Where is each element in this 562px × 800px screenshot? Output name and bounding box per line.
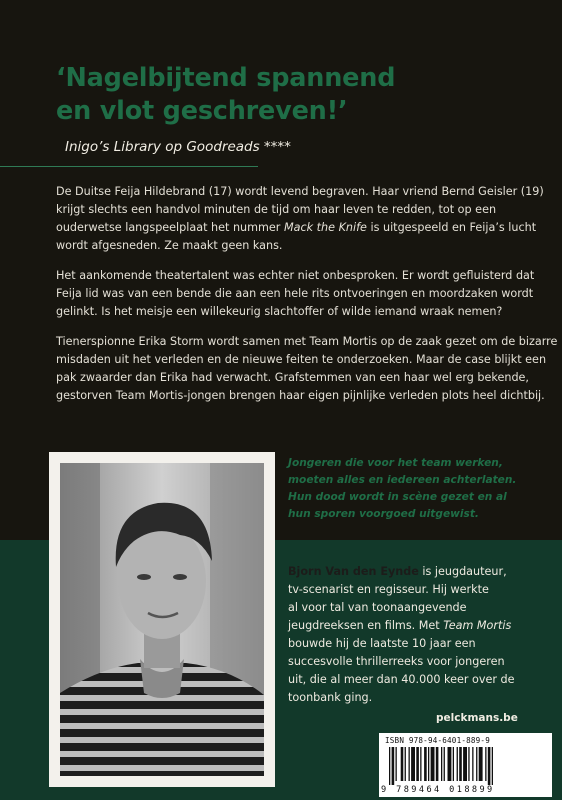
review-quote bbox=[56, 62, 536, 128]
author-photo bbox=[60, 463, 264, 776]
blurb-line: pak zwaarder dan Erika had verwacht. Grafstemmen van een haar wel erg bekende, bbox=[56, 371, 529, 384]
bio-line: tv-scenarist en regisseur. Hij werkte bbox=[288, 583, 489, 596]
pull-quote-line: moeten alles en iedereen achterlaten. bbox=[288, 474, 517, 486]
barcode-bar bbox=[389, 747, 390, 785]
barcode-bar bbox=[424, 747, 427, 781]
author-photo-frame bbox=[49, 452, 275, 787]
divider-line bbox=[0, 166, 258, 167]
bio-text: is jeugdauteur, bbox=[418, 565, 507, 578]
blurb-line: De Duitse Feija Hildebrand (17) wordt levend begraven. Haar vriend Bernd Geisler (19) bbox=[56, 185, 544, 198]
barcode-bar bbox=[472, 747, 473, 781]
blurb-text: ouderwetse langspeelplaat het nummer bbox=[56, 221, 284, 234]
blurb-paragraph-1 bbox=[56, 183, 544, 255]
barcode-bar bbox=[428, 747, 429, 781]
author-portrait-illustration bbox=[60, 463, 264, 776]
review-quote-line-2: en vlot geschreven!’ bbox=[56, 96, 348, 126]
blurb-line: gelinkt. Is het meisje een willekeurig slachtoffer of wilde iemand wraak nemen? bbox=[56, 305, 503, 318]
barcode-bar bbox=[420, 747, 421, 781]
barcode-bar bbox=[441, 747, 442, 781]
blurb-line: gestorven Team Mortis-jongen brengen haar eigen pijnlijke verleden plots heel dichtbij. bbox=[56, 389, 545, 402]
barcode-bar bbox=[457, 747, 458, 781]
bio-line: al voor tal van toonaangevende bbox=[288, 601, 467, 614]
barcode-icon bbox=[379, 747, 552, 785]
bio-line bbox=[288, 617, 538, 635]
barcode-bar bbox=[401, 747, 404, 781]
publisher-url: pelckmans.be bbox=[436, 712, 518, 724]
barcode-bar bbox=[396, 747, 397, 781]
bio-line bbox=[288, 563, 538, 581]
bio-line: toonbank ging. bbox=[288, 691, 373, 704]
barcode-bar bbox=[448, 747, 452, 781]
barcode-bar bbox=[411, 747, 415, 781]
bio-line: uit, die al meer dan 40.000 keer over de bbox=[288, 673, 515, 686]
bio-line: succesvolle thrillerreeks voor jongeren bbox=[288, 655, 505, 668]
barcode-bar bbox=[444, 747, 445, 781]
barcode-bar bbox=[436, 747, 439, 781]
series-title: Team Mortis bbox=[443, 619, 512, 632]
blurb-line: Het aankomende theatertalent was echter niet onbesproken. Er wordt gefluisterd dat bbox=[56, 269, 535, 282]
barcode-bar bbox=[479, 747, 483, 781]
barcode-bar bbox=[431, 747, 435, 781]
author-name: Bjorn Van den Eynde bbox=[288, 565, 419, 578]
back-cover-blurb bbox=[56, 183, 558, 417]
blurb-line: Feija lid was van een bende die aan een hele rits ontvoeringen en moordzaken wordt bbox=[56, 287, 534, 300]
blurb-paragraph-2 bbox=[56, 267, 535, 321]
author-bio bbox=[288, 563, 538, 707]
bio-text: jeugdreeksen en films. Met bbox=[288, 619, 444, 632]
barcode-bar bbox=[409, 747, 410, 781]
blurb-paragraph-3 bbox=[56, 333, 558, 405]
barcode-bar bbox=[416, 747, 419, 781]
review-source: Inigo’s Library op Goodreads **** bbox=[65, 139, 291, 155]
review-quote-line-1: ‘Nagelbijtend spannend bbox=[56, 63, 396, 93]
bio-line: bouwde hij de laatste 10 jaar een bbox=[288, 637, 476, 650]
pull-quote-line: Jongeren die voor het team werken, bbox=[288, 457, 503, 469]
song-title: Mack the Knife bbox=[283, 221, 367, 234]
isbn-label: ISBN 978-94-6401-889-9 bbox=[385, 736, 490, 745]
barcode-bar bbox=[453, 747, 454, 781]
barcode-bar bbox=[405, 747, 406, 781]
barcode-bar bbox=[492, 747, 493, 785]
barcode-bar bbox=[485, 747, 486, 781]
pull-quote-line: hun sporen voorgoed uitgewist. bbox=[288, 508, 479, 520]
blurb-line bbox=[56, 219, 537, 237]
barcode-bar bbox=[476, 747, 477, 781]
blurb-line: Tienerspionne Erika Storm wordt samen met Team Mortis op de zaak gezet om de bizarre bbox=[56, 335, 558, 348]
pull-quote-line: Hun dood wordt in scène gezet en al bbox=[288, 491, 507, 503]
barcode-bar bbox=[488, 747, 491, 785]
blurb-text: is uitgespeeld en Feija’s lucht bbox=[366, 221, 537, 234]
barcode-bar bbox=[459, 747, 462, 781]
pull-quote bbox=[288, 455, 538, 523]
blurb-line: krijgt slechts een handvol minuten de tijd om haar leven te redden, tot op een bbox=[56, 203, 497, 216]
barcode-bar bbox=[463, 747, 467, 781]
blurb-line: misdaden uit het verleden en de nieuwe feiten te onderzoeken. Maar de case blijkt een bbox=[56, 353, 547, 366]
barcode-bar bbox=[392, 747, 395, 785]
blurb-line: wordt afgesneden. Ze maakt geen kans. bbox=[56, 239, 283, 252]
barcode-digits: 9 789464 018899 bbox=[381, 785, 495, 795]
barcode-bar bbox=[468, 747, 469, 781]
barcode-box bbox=[379, 733, 552, 797]
